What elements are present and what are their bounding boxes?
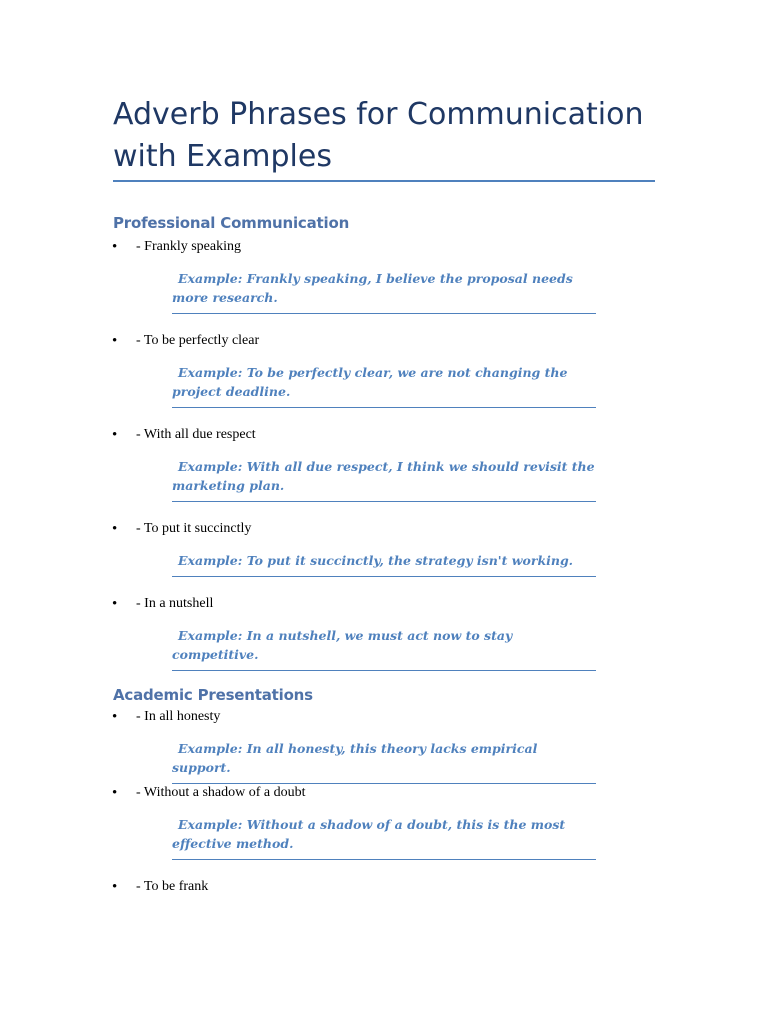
phrase-text: - With all due respect xyxy=(136,427,256,442)
section-heading-professional: Professional Communication xyxy=(113,214,350,232)
bullet-icon: • xyxy=(112,333,118,349)
phrase-text: - To put it succinctly xyxy=(136,521,252,536)
bullet-icon: • xyxy=(112,879,118,895)
phrase-text: - In all honesty xyxy=(136,709,221,724)
example-box: Example: To put it succinctly, the strategy isn't working. xyxy=(172,551,596,577)
phrase-text: - Frankly speaking xyxy=(136,239,241,254)
bullet-icon: • xyxy=(112,709,118,725)
bullet-icon: • xyxy=(112,596,118,612)
example-box: Example: To be perfectly clear, we are not changing the project deadline. xyxy=(172,363,596,408)
bullet-icon: • xyxy=(112,239,118,255)
example-box: Example: Without a shadow of a doubt, this is the most effective method. xyxy=(172,815,596,860)
phrase-text: - Without a shadow of a doubt xyxy=(136,785,306,800)
section-heading-academic: Academic Presentations xyxy=(113,686,313,704)
title-underline xyxy=(113,180,655,182)
example-box: Example: With all due respect, I think we should revisit the marketing plan. xyxy=(172,457,596,502)
bullet-icon: • xyxy=(112,427,118,443)
document-title: Adverb Phrases for Communication with Examples xyxy=(113,97,644,174)
phrase-text: - To be frank xyxy=(136,879,209,894)
example-box: Example: In a nutshell, we must act now to stay competitive. xyxy=(172,626,596,671)
example-box: Example: In all honesty, this theory lacks empirical support. xyxy=(172,739,596,784)
phrase-text: - To be perfectly clear xyxy=(136,333,260,348)
bullet-icon: • xyxy=(112,521,118,537)
example-box: Example: Frankly speaking, I believe the proposal needs more research. xyxy=(172,269,596,314)
bullet-icon: • xyxy=(112,785,118,801)
phrase-text: - In a nutshell xyxy=(136,596,214,611)
